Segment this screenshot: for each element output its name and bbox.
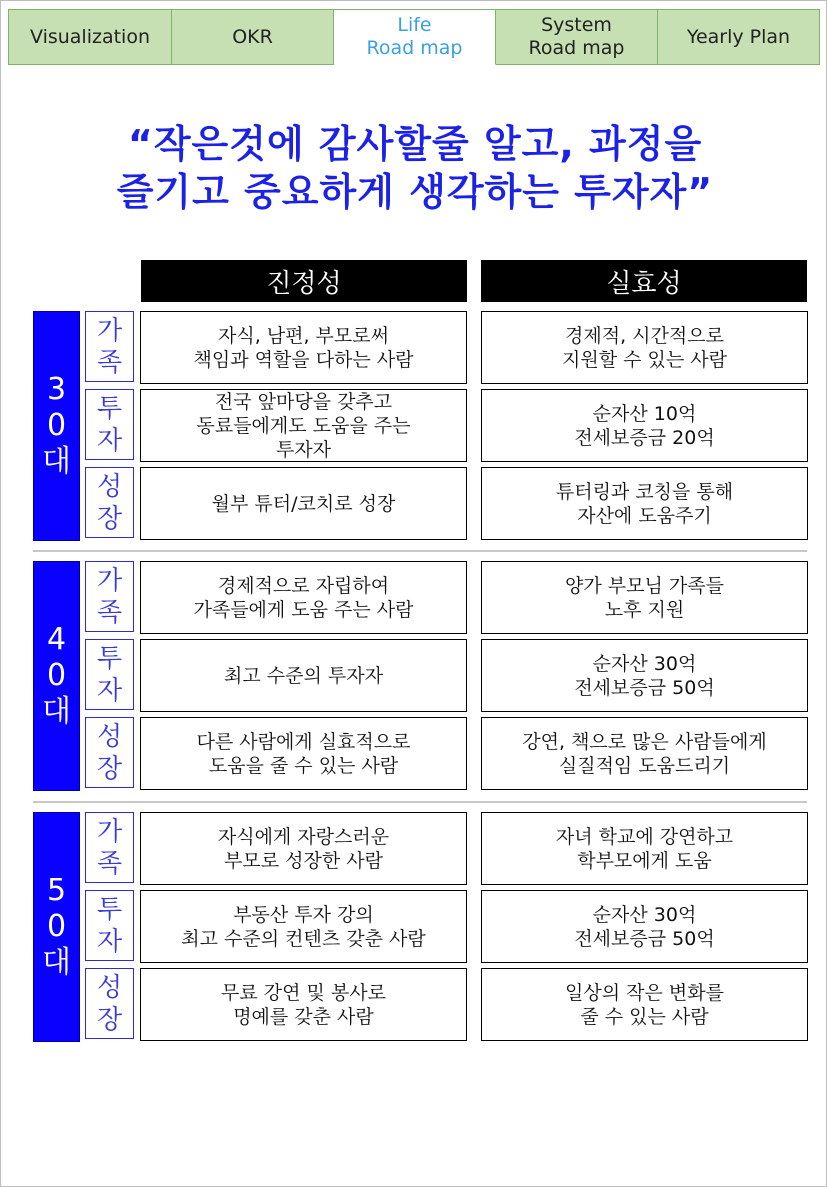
category-label: 가족	[96, 315, 123, 378]
tab-label: Life Road map	[366, 14, 463, 59]
cell-30s-growth-effectiveness: 튜터링과 코칭을 통해 자산에 도움주기	[481, 467, 808, 540]
cell-50s-investment-effectiveness: 순자산 30억 전세보증금 50억	[481, 890, 808, 963]
cell-30s-family-authenticity: 자식, 남편, 부모로써 책임과 역할을 다하는 사람	[140, 311, 467, 384]
tab-bar	[8, 9, 822, 65]
tab-visualization[interactable]	[8, 9, 172, 65]
decade-label-char: 대	[42, 444, 71, 479]
category-investment	[85, 389, 134, 460]
section-divider	[33, 801, 807, 803]
decade-label-char: 5	[46, 873, 67, 908]
decade-label-40s	[33, 561, 80, 791]
category-label: 성장	[96, 471, 123, 534]
category-family	[85, 311, 134, 382]
decade-label-50s	[33, 812, 80, 1042]
cell-50s-family-authenticity: 자식에게 자랑스러운 부모로 성장한 사람	[140, 812, 467, 885]
page-title: “작은것에 감사할줄 알고, 과정을 즐기고 중요하게 생각하는 투자자”	[116, 122, 714, 214]
tab-label: OKR	[232, 25, 273, 48]
tab-yearly-plan[interactable]	[658, 9, 820, 65]
category-growth	[85, 717, 134, 788]
decade-label-char: 3	[46, 372, 67, 407]
cell-40s-family-effectiveness: 양가 부모님 가족들 노후 지원	[481, 561, 808, 634]
decade-label-char: 0	[46, 909, 67, 944]
category-label: 투자	[96, 643, 123, 706]
section-divider	[33, 550, 807, 552]
cell-30s-growth-authenticity: 월부 튜터/코치로 성장	[140, 467, 467, 540]
tab-label: System Road map	[528, 14, 625, 59]
category-label: 가족	[96, 816, 123, 879]
cell-50s-growth-effectiveness: 일상의 작은 변화를 줄 수 있는 사람	[481, 968, 808, 1041]
cell-40s-investment-effectiveness: 순자산 30억 전세보증금 50억	[481, 639, 808, 712]
tab-okr[interactable]	[172, 9, 334, 65]
category-label: 가족	[96, 565, 123, 628]
cell-50s-family-effectiveness: 자녀 학교에 강연하고 학부모에게 도움	[481, 812, 808, 885]
tab-life-road-map[interactable]	[334, 9, 496, 65]
category-growth	[85, 968, 134, 1039]
cell-40s-investment-authenticity: 최고 수준의 투자자	[140, 639, 467, 712]
tab-label: Visualization	[29, 25, 150, 48]
cell-40s-family-authenticity: 경제적으로 자립하여 가족들에게 도움 주는 사람	[140, 561, 467, 634]
category-investment	[85, 639, 134, 710]
cell-30s-investment-authenticity: 전국 앞마당을 갖추고 동료들에게도 도움을 주는 투자자	[140, 389, 467, 462]
category-label: 투자	[96, 393, 123, 456]
category-family	[85, 561, 134, 632]
category-family	[85, 812, 134, 883]
category-growth	[85, 467, 134, 538]
cell-30s-family-effectiveness: 경제적, 시간적으로 지원할 수 있는 사람	[481, 311, 808, 384]
category-label: 성장	[96, 721, 123, 784]
category-label: 성장	[96, 972, 123, 1035]
category-investment	[85, 890, 134, 961]
cell-40s-growth-authenticity: 다른 사람에게 실효적으로 도움을 줄 수 있는 사람	[140, 717, 467, 790]
tab-label: Yearly Plan	[686, 25, 791, 48]
cell-50s-investment-authenticity: 부동산 투자 강의 최고 수준의 컨텐츠 갖춘 사람	[140, 890, 467, 963]
decade-label-char: 0	[46, 408, 67, 443]
decade-label-char: 0	[46, 658, 67, 693]
decade-label-30s	[33, 311, 80, 541]
column-header-effectiveness: 실효성	[481, 260, 807, 302]
category-label: 투자	[96, 894, 123, 957]
decade-label-char: 4	[46, 622, 67, 657]
decade-label-char: 대	[42, 945, 71, 980]
tab-system-road-map[interactable]	[496, 9, 658, 65]
cell-30s-investment-effectiveness: 순자산 10억 전세보증금 20억	[481, 389, 808, 462]
decade-label-char: 대	[42, 694, 71, 729]
cell-40s-growth-effectiveness: 강연, 책으로 많은 사람들에게 실질적임 도움드리기	[481, 717, 808, 790]
column-header-authenticity: 진정성	[141, 260, 467, 302]
cell-50s-growth-authenticity: 무료 강연 및 봉사로 명예를 갖춘 사람	[140, 968, 467, 1041]
